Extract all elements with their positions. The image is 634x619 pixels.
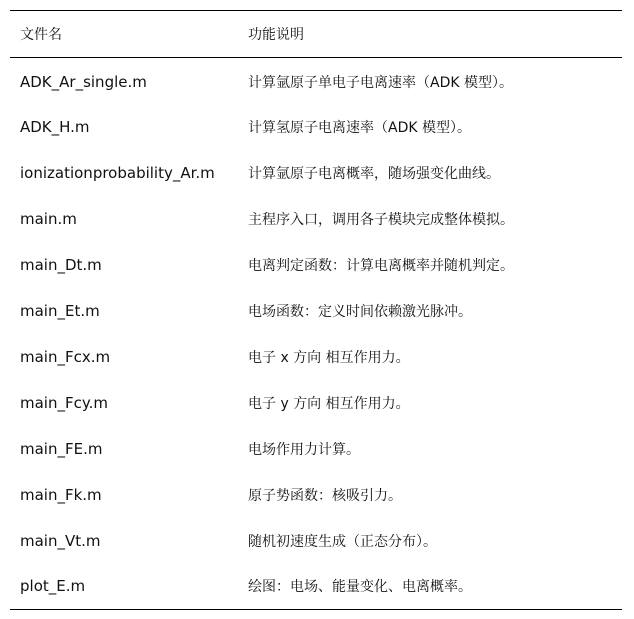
description-cell: 主程序入口，调用各子模块完成整体模拟。 bbox=[248, 211, 514, 228]
table-row bbox=[10, 242, 622, 288]
file-name-cell: ADK_Ar_single.m bbox=[20, 72, 147, 91]
file-name-cell: main_Et.m bbox=[20, 301, 100, 320]
file-name-cell: main_Dt.m bbox=[20, 255, 102, 274]
description-cell: 电场函数：定义时间依赖激光脉冲。 bbox=[248, 303, 472, 320]
table-row bbox=[10, 380, 622, 426]
table-row bbox=[10, 288, 622, 334]
description-cell: 原子势函数：核吸引力。 bbox=[248, 487, 402, 504]
file-name-cell: plot_E.m bbox=[20, 577, 86, 596]
file-name-cell: ADK_H.m bbox=[20, 117, 90, 136]
description-cell: 电子 x 方向 相互作用力。 bbox=[248, 349, 410, 366]
description-cell: 计算氢原子电离速率（ADK 模型）。 bbox=[248, 119, 471, 136]
header-row bbox=[10, 11, 622, 58]
table-row bbox=[10, 564, 622, 610]
description-cell: 绘图：电场、能量变化、电离概率。 bbox=[248, 579, 472, 596]
description-cell: 电子 y 方向 相互作用力。 bbox=[248, 395, 410, 412]
table-row bbox=[10, 334, 622, 380]
table-row bbox=[10, 104, 622, 150]
table-row bbox=[10, 196, 622, 242]
description-cell: 计算氩原子单电子电离速率（ADK 模型）。 bbox=[248, 74, 513, 91]
table-row bbox=[10, 58, 622, 104]
table-header bbox=[10, 11, 622, 58]
header-filename: 文件名 bbox=[20, 27, 62, 43]
header-description: 功能说明 bbox=[248, 27, 304, 43]
file-name-cell: main_Fk.m bbox=[20, 485, 102, 504]
file-name-cell: main.m bbox=[20, 209, 77, 228]
file-description-table bbox=[10, 10, 622, 610]
table-row bbox=[10, 518, 622, 564]
table-row bbox=[10, 150, 622, 196]
table-row bbox=[10, 426, 622, 472]
file-name-cell: main_Fcx.m bbox=[20, 347, 111, 366]
description-cell: 随机初速度生成（正态分布）。 bbox=[248, 533, 437, 550]
table-row bbox=[10, 472, 622, 518]
file-name-cell: main_Fcy.m bbox=[20, 393, 108, 412]
file-name-cell: main_Vt.m bbox=[20, 531, 101, 550]
description-cell: 电离判定函数：计算电离概率并随机判定。 bbox=[248, 257, 514, 274]
file-name-cell: ionizationprobability_Ar.m bbox=[20, 163, 215, 182]
description-cell: 计算氩原子电离概率，随场强变化曲线。 bbox=[248, 165, 500, 182]
file-name-cell: main_FE.m bbox=[20, 439, 103, 458]
description-cell: 电场作用力计算。 bbox=[248, 441, 360, 458]
table-body bbox=[10, 58, 622, 610]
